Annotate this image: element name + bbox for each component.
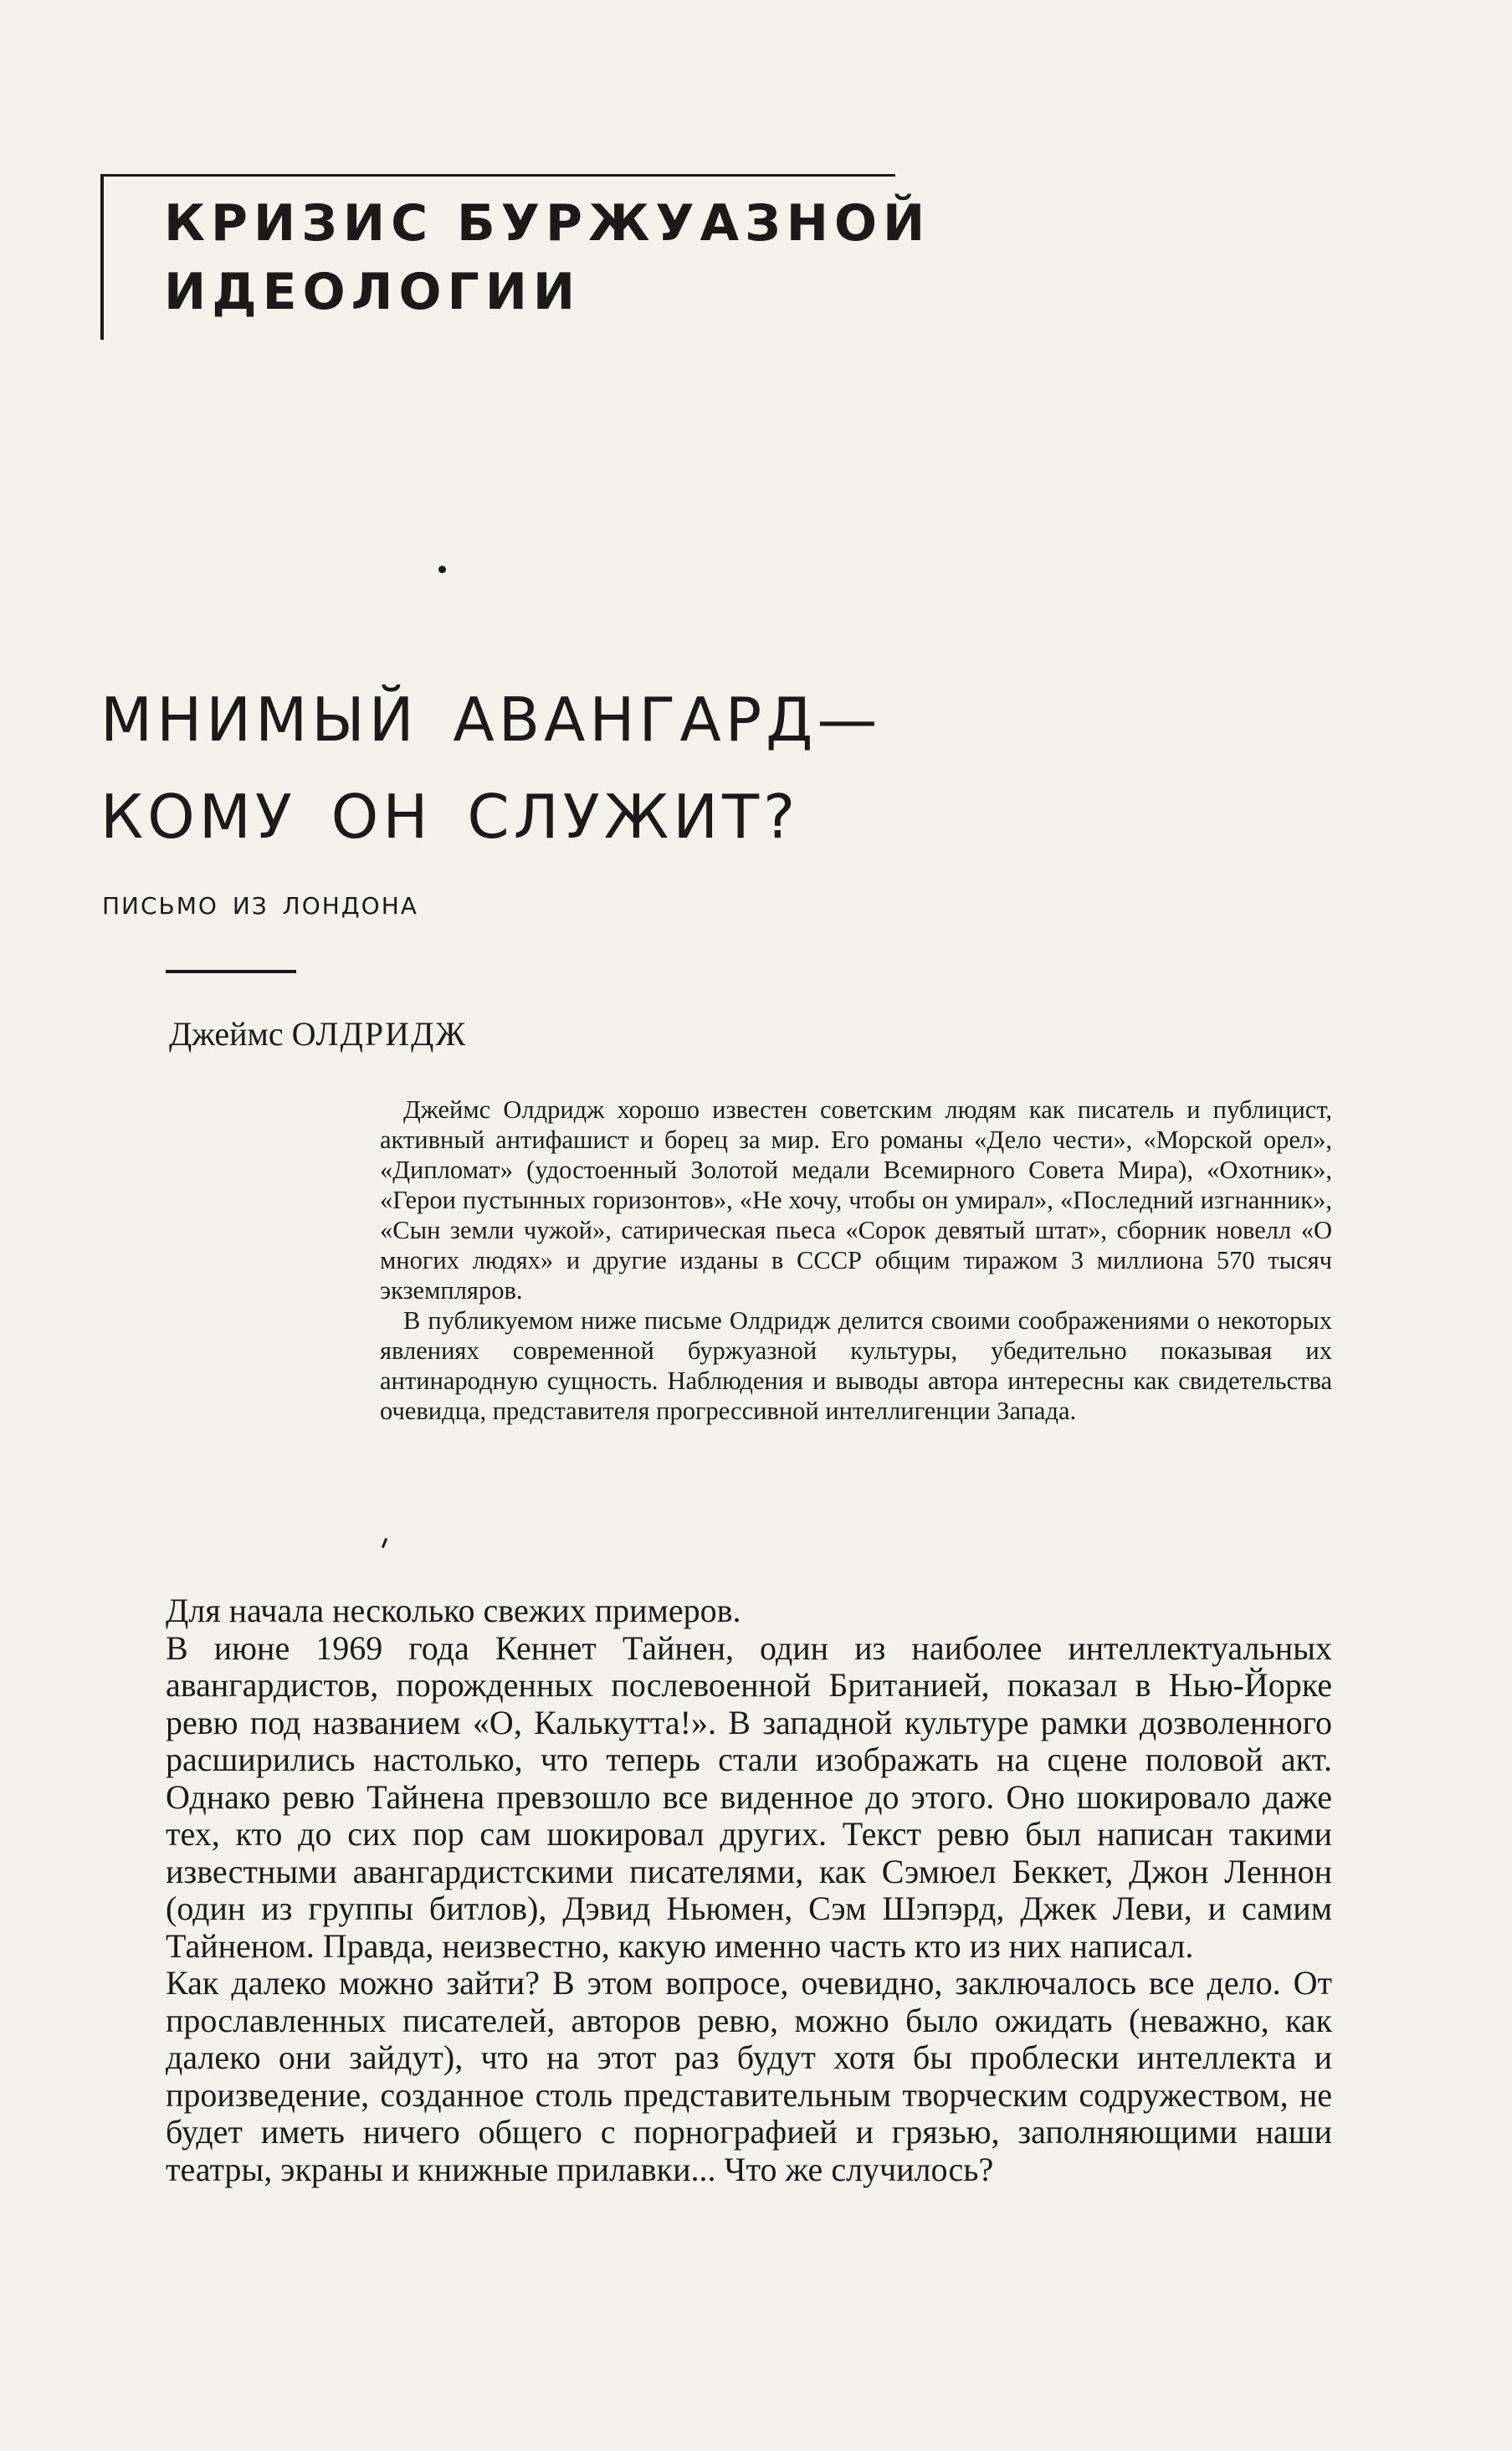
rubric-title-line-1: КРИЗИС БУРЖУАЗНОЙ <box>164 194 931 253</box>
author-byline <box>169 1014 467 1054</box>
article-title-line-2: КОМУ ОН СЛУЖИТ? <box>100 782 800 852</box>
decorative-dot <box>438 566 446 573</box>
rubric-frame <box>100 174 931 340</box>
divider-rule <box>166 970 296 973</box>
author-first-name: Джеймс <box>169 1015 284 1053</box>
body-paragraph-3: Как далеко можно зайти? В этом вопросе, очевидно, заключалось все дело. От прославленных писателей, авторов ревю, можно было ожидать (неважно, как далеко они зайдут), что на этот раз будут хотя бы проблески интеллекта и произведение, созданное столь представительным творческим содружеством, не будет иметь ничего общего с порнографией и грязью, заполняющими наши театры, экраны и книжные прилавки... Что же случилось? <box>166 1964 1332 2188</box>
rubric-title-line-2: ИДЕОЛОГИИ <box>164 263 582 321</box>
lead-paragraph-block <box>380 1095 1332 1426</box>
author-last-name: ОЛДРИДЖ <box>291 1015 468 1053</box>
lead-paragraph-1: Джеймс Олдридж хорошо известен советским людям как писатель и публицист, активный антифашист и борец за мир. Его романы «Дело чести», «Морской орел», «Дипломат» (удостоенный Золотой медали Всемирного Совета Мира), «Охотник», «Герои пустынных горизонтов», «Не хочу, чтобы он умирал», «Последний изгнанник», «Сын земли чужой», сатирическая пьеса «Сорок девятый штат», сборник новелл «О многих людях» и другие изданы в СССР общим тиражом 3 миллиона 570 тысяч экземпляров. <box>380 1095 1332 1305</box>
article-body <box>166 1592 1332 2188</box>
article-subtitle: ПИСЬМО ИЗ ЛОНДОНА <box>102 892 418 920</box>
lead-paragraph-2: В публикуемом ниже письме Олдридж делится своими соображениями о некоторых явлениях современной буржуазной культуры, убедительно показывая их антинародную сущность. Наблюдения и выводы автора интересны как свидетельства очевидца, представителя прогрессивной интеллигенции Запада. <box>380 1306 1332 1425</box>
body-paragraph-2: В июне 1969 года Кеннет Тайнен, один из наиболее интеллектуальных авангардистов, порожденных послевоенной Британией, показал в Нью-Йорке ревю под названием «О, Калькутта!». В западной культуре рамки дозволенного расширились настолько, что теперь стали изображать на сцене половой акт. Однако ревю Тайнена превзошло все виденное до этого. Оно шокировало даже тех, кто до сих пор сам шокировал других. Текст ревю был написан такими известными авангардистскими писателями, как Сэмюел Беккет, Джон Леннон (один из группы битлов), Дэвид Ньюмен, Сэм Шэпэрд, Джек Леви, и самим Тайненом. Правда, неизвестно, какую именно часть кто из них написал. <box>166 1628 1332 1965</box>
decorative-tick <box>382 1538 387 1548</box>
article-title-line-1: МНИМЫЙ АВАНГАРД— <box>100 685 882 755</box>
body-paragraph-1: Для начала несколько свежих примеров. <box>166 1592 741 1629</box>
